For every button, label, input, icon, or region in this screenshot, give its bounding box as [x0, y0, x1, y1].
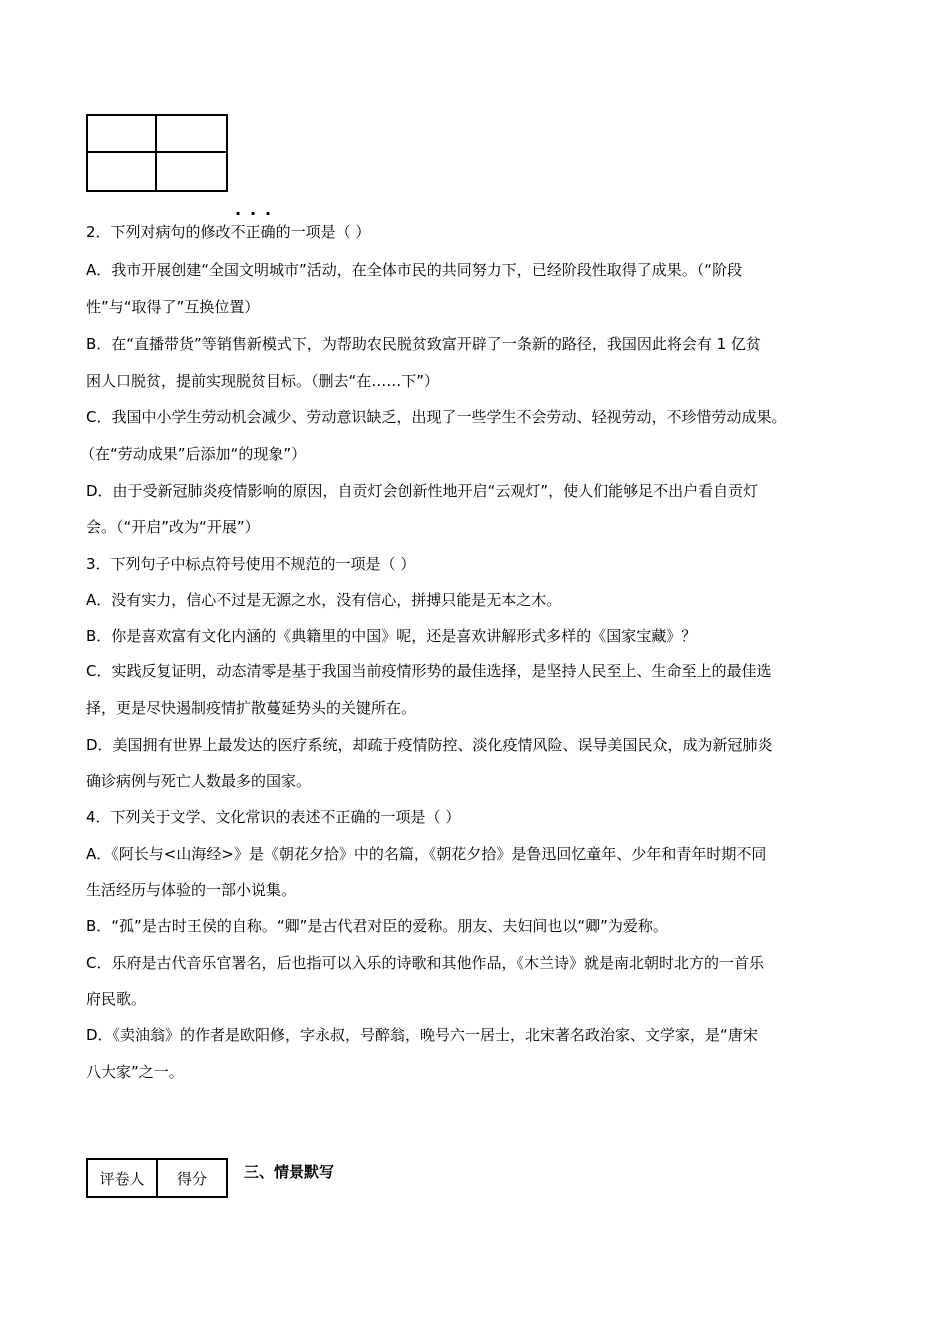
question-2-option-d: D．由于受新冠肺炎疫情影响的原因，自贡灯会创新性地开启“云观灯”，使人们能够足不出户看自贡灯	[86, 482, 759, 500]
question-2-option-b: B．在“直播带货”等销售新模式下，为帮助农民脱贫致富开辟了一条新的路径，我国因此将会有 1 亿贫	[86, 335, 761, 353]
score-box-cell	[157, 153, 226, 190]
question-3-option-c: C．实践反复证明，动态清零是基于我国当前疫情形势的最佳选择，是坚持人民至上、生命至上的最佳选	[86, 662, 772, 680]
question-2-option-c: C．我国中小学生劳动机会减少、劳动意识缺乏，出现了一些学生不会劳动、轻视劳动，不珍惜劳动成果。	[86, 408, 787, 426]
score-box-cell	[157, 116, 226, 153]
question-2-option-a: A．我市开展创建“全国文明城市”活动，在全体市民的共同努力下，已经阶段性取得了成果。（“阶段	[86, 261, 743, 279]
emphasis-char: 正	[245, 223, 261, 241]
score-box-cell	[88, 116, 157, 153]
question-2-stem	[86, 222, 370, 242]
question-4-stem: 4．下列关于文学、文化常识的表述不正确的一项是（ ）	[86, 808, 461, 826]
question-3-option-d: D．美国拥有世界上最发达的医疗系统，却疏于疫情防控、淡化疫情风险、误导美国民众，成为新冠肺炎	[86, 736, 773, 754]
question-2-stem-suffix: 的一项是（ ）	[275, 223, 371, 241]
question-2-option-c-cont: （在“劳动成果”后添加“的现象”）	[80, 445, 307, 463]
question-4-option-b: B．“孤”是古时王侯的自称。“卿”是古代君对臣的爱称。朋友、夫妇间也以“卿”为爱称。	[86, 917, 668, 935]
question-4-option-a-cont: 生活经历与体验的一部小说集。	[86, 881, 297, 899]
score-box-cell	[88, 153, 157, 190]
section-three-title: 三、情景默写	[244, 1163, 335, 1181]
question-4-option-a: A．《阿长与<山海经>》是《朝花夕拾》中的名篇，《朝花夕拾》是鲁迅回忆童年、少年和青年时期不同	[86, 845, 767, 863]
question-3-option-b: B．你是喜欢富有文化内涵的《典籍里的中国》呢，还是喜欢讲解形式多样的《国家宝藏》？	[86, 627, 697, 645]
emphasis-char: 不	[230, 223, 246, 241]
grader-table-header-score: 得分	[176, 1169, 207, 1188]
question-3-option-d-cont: 确诊病例与死亡人数最多的国家。	[86, 772, 312, 790]
emphasis-char: 确	[260, 223, 276, 241]
question-2-option-a-cont: 性”与“取得了”互换位置）	[86, 298, 260, 316]
question-2-option-d-cont: 会。（“开启”改为“开展”）	[86, 518, 260, 536]
score-box-table	[86, 114, 228, 192]
question-4-option-c-cont: 府民歌。	[86, 990, 147, 1008]
question-3-stem: 3．下列句子中标点符号使用不规范的一项是（ ）	[86, 555, 416, 573]
question-3-option-c-cont: 择，更是尽快遏制疫情扩散蔓延势头的关键所在。	[86, 699, 417, 717]
question-3-option-a: A．没有实力，信心不过是无源之水，没有信心，拼搏只能是无本之木。	[86, 591, 562, 609]
grader-table-header-grader: 评卷人	[88, 1160, 158, 1196]
question-4-option-c: C．乐府是古代音乐官署名，后也指可以入乐的诗歌和其他作品，《木兰诗》就是南北朝时北方的一首乐	[86, 954, 764, 972]
question-2-option-b-cont: 困人口脱贫，提前实现脱贫目标。（删去“在……下”）	[86, 372, 440, 390]
question-4-option-d-cont: 八大家”之一。	[86, 1063, 184, 1081]
grader-table	[86, 1158, 228, 1198]
question-4-option-d: D．《卖油翁》的作者是欧阳修，字永叔，号醉翁，晚号六一居士，北宋著名政治家、文学家，是“唐宋	[86, 1026, 758, 1044]
question-2-stem-prefix: 2．下列对病句的修改	[86, 223, 231, 241]
